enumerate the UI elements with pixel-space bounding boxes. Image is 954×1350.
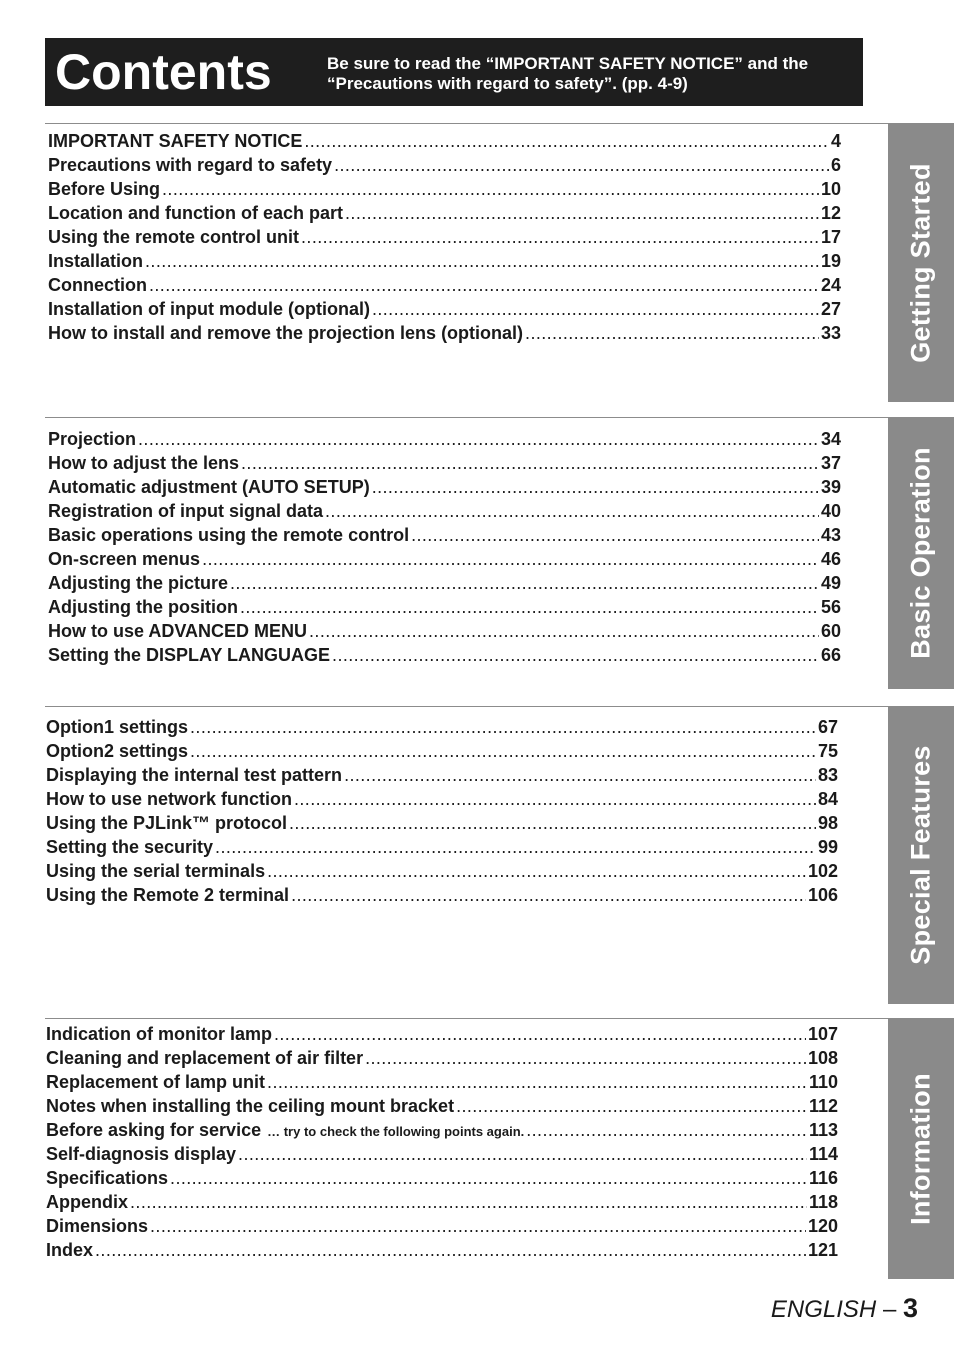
toc-entry[interactable]: Notes when installing the ceiling mount bracket ..... 112: [46, 1094, 838, 1118]
toc-list: [46, 715, 838, 907]
toc-entry[interactable]: Adjusting the position ..... 56: [48, 595, 841, 619]
toc-entry[interactable]: How to install and remove the projection lens (optional) ..... 33: [48, 321, 841, 345]
toc-entry[interactable]: Using the serial terminals ..... 102: [46, 859, 838, 883]
toc-entry[interactable]: Automatic adjustment (AUTO SETUP) ..... 39: [48, 475, 841, 499]
section-information: [45, 1018, 954, 1280]
toc-entry[interactable]: Specifications ..... 116: [46, 1166, 838, 1190]
toc-entry[interactable]: Setting the DISPLAY LANGUAGE ..... 66: [48, 643, 841, 667]
toc-entry[interactable]: Dimensions ..... 120: [46, 1214, 838, 1238]
toc-entry[interactable]: Using the PJLink™ protocol ..... 98: [46, 811, 838, 835]
tab-label: Information: [905, 1072, 936, 1225]
toc-entry[interactable]: Precautions with regard to safety ..... 6: [48, 153, 841, 177]
toc-entry[interactable]: Option1 settings ..... 67: [46, 715, 838, 739]
toc-entry[interactable]: Appendix ..... 118: [46, 1190, 838, 1214]
toc-entry[interactable]: Replacement of lamp unit ..... 110: [46, 1070, 838, 1094]
toc-entry[interactable]: How to use ADVANCED MENU ..... 60: [48, 619, 841, 643]
tab-label: Basic Operation: [905, 447, 936, 659]
contents-header: [45, 38, 863, 106]
section-special-features: [45, 706, 954, 1005]
toc-entry[interactable]: Installation ..... 19: [48, 249, 841, 273]
toc-entry[interactable]: How to adjust the lens ..... 37: [48, 451, 841, 475]
section-divider: [45, 706, 888, 707]
tab-information[interactable]: [888, 1018, 954, 1279]
toc-list: [46, 1022, 838, 1262]
toc-entry[interactable]: Installation of input module (optional) ..... 27: [48, 297, 841, 321]
section-basic-operation: [45, 417, 954, 689]
toc-entry-subtitle: … try to check the following points again.: [267, 1124, 525, 1139]
section-getting-started: [45, 123, 954, 403]
toc-list: [48, 129, 841, 345]
page-title: Contents: [55, 44, 272, 100]
toc-entry[interactable]: Connection ..... 24: [48, 273, 841, 297]
footer-language: ENGLISH: [770, 1296, 877, 1323]
toc-entry[interactable]: Registration of input signal data ..... 40: [48, 499, 841, 523]
page-footer: [771, 1293, 918, 1324]
toc-list: [48, 427, 841, 667]
toc-entry[interactable]: Before Using ..... 10: [48, 177, 841, 201]
toc-entry[interactable]: Before asking for service … try to check the following points again. ..... 113: [46, 1118, 838, 1142]
tab-label: Getting Started: [905, 162, 936, 363]
toc-entry[interactable]: On-screen menus ..... 46: [48, 547, 841, 571]
safety-note: Be sure to read the “IMPORTANT SAFETY NOTICE” and the “Precautions with regard to safety”. (pp. 4-9): [327, 54, 809, 93]
section-divider: [45, 417, 888, 418]
tab-getting-started[interactable]: [888, 123, 954, 402]
toc-entry[interactable]: Displaying the internal test pattern ..... 83: [46, 763, 838, 787]
section-divider: [45, 1018, 888, 1019]
tab-label: Special Features: [905, 745, 936, 965]
page-number: 3: [902, 1293, 918, 1323]
toc-entry[interactable]: Location and function of each part ..... 12: [48, 201, 841, 225]
toc-entry[interactable]: Using the remote control unit ..... 17: [48, 225, 841, 249]
toc-entry[interactable]: Projection ..... 34: [48, 427, 841, 451]
tab-basic-operation[interactable]: [888, 417, 954, 689]
footer-separator: –: [882, 1296, 897, 1323]
toc-entry[interactable]: Adjusting the picture ..... 49: [48, 571, 841, 595]
toc-entry[interactable]: Self-diagnosis display ..... 114: [46, 1142, 838, 1166]
toc-entry[interactable]: Option2 settings ..... 75: [46, 739, 838, 763]
tab-special-features[interactable]: [888, 706, 954, 1004]
toc-entry[interactable]: Setting the security ..... 99: [46, 835, 838, 859]
toc-entry[interactable]: Using the Remote 2 terminal ..... 106: [46, 883, 838, 907]
toc-entry[interactable]: Indication of monitor lamp ..... 107: [46, 1022, 838, 1046]
toc-entry[interactable]: IMPORTANT SAFETY NOTICE ..... 4: [48, 129, 841, 153]
toc-entry[interactable]: Index ..... 121: [46, 1238, 838, 1262]
toc-entry[interactable]: How to use network function ..... 84: [46, 787, 838, 811]
toc-entry[interactable]: Basic operations using the remote control ..... 43: [48, 523, 841, 547]
toc-entry[interactable]: Cleaning and replacement of air filter ..... 108: [46, 1046, 838, 1070]
section-divider: [45, 123, 888, 124]
